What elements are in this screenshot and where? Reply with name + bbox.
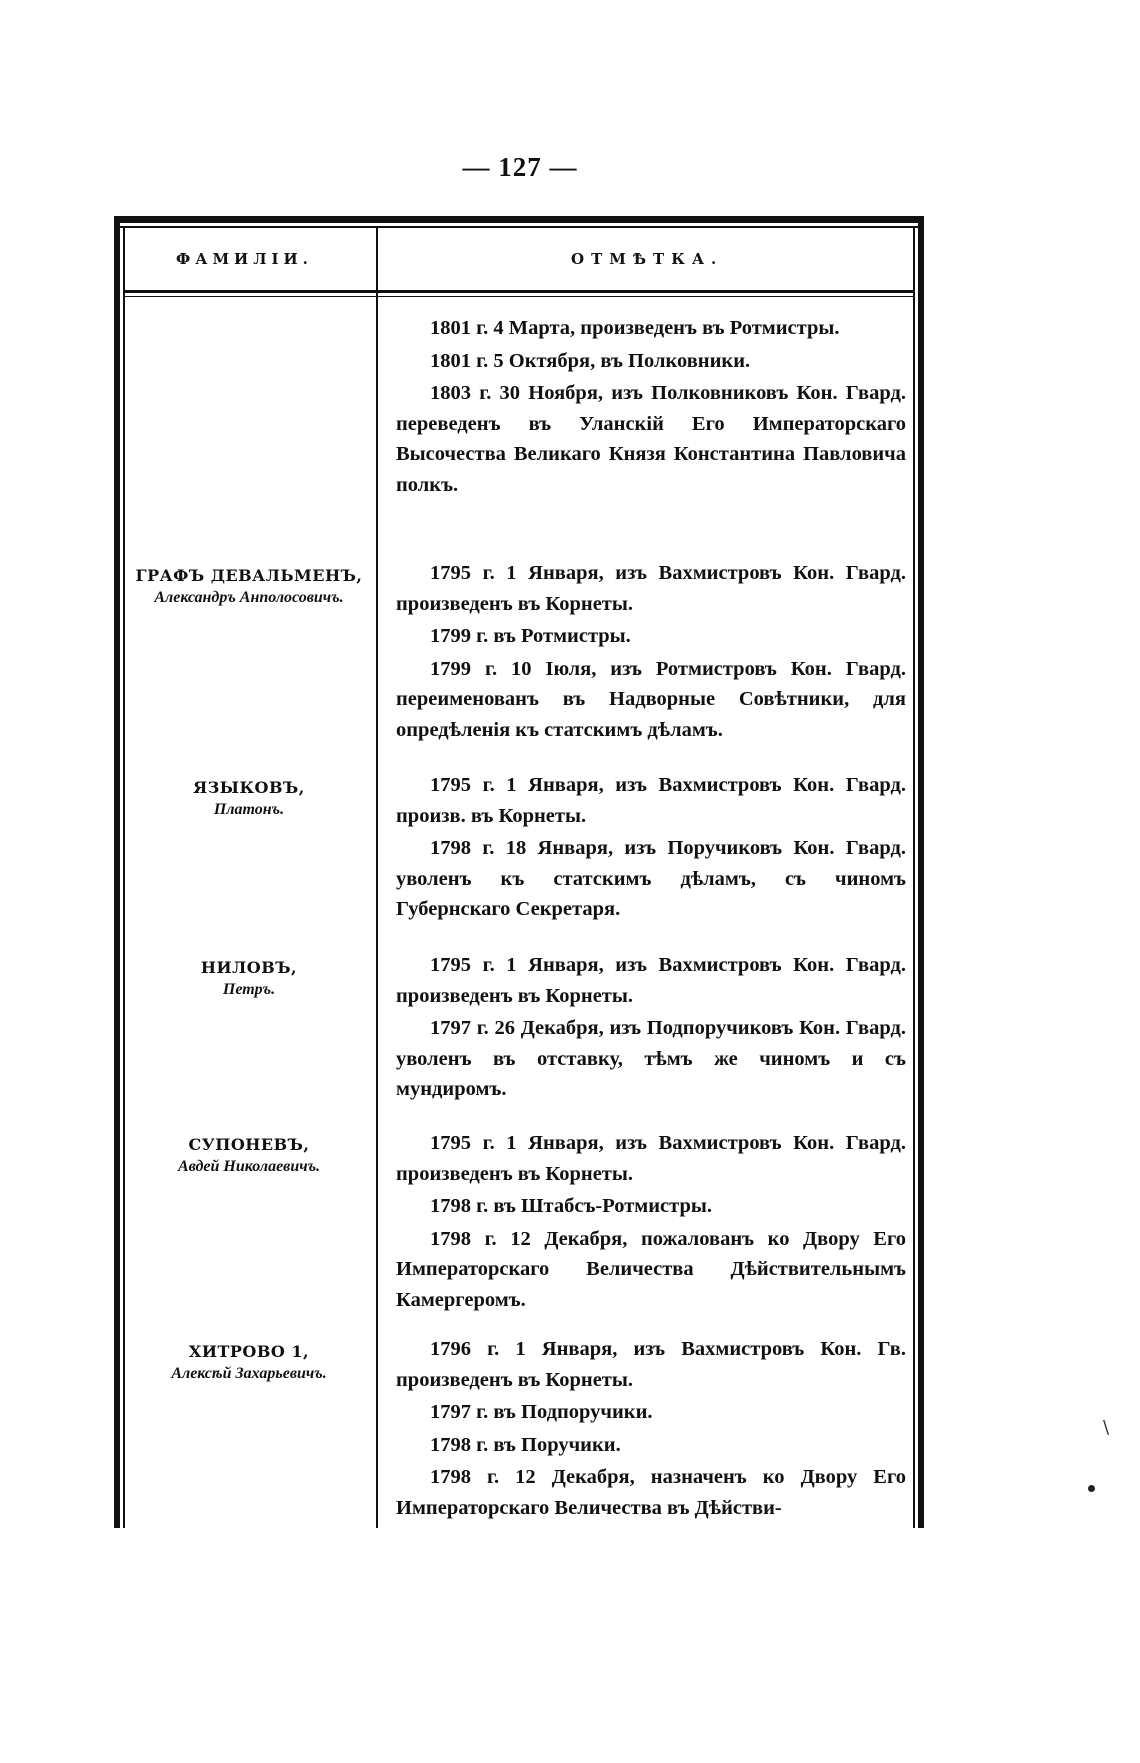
rule-left-inner — [123, 226, 125, 1528]
entry-notes — [396, 1128, 906, 1315]
surname: СУПОНЕВЪ, — [188, 1135, 310, 1154]
note-line: 1798 г. 18 Января, изъ Поручиковъ Кон. Гвард. уволенъ къ статскимъ дѣламъ, съ чиномъ Губернскаго Секретаря. — [396, 837, 906, 920]
surname: НИЛОВЪ, — [200, 958, 298, 977]
entry-name — [114, 958, 384, 999]
note-line: 1798 г. въ Штабсъ-Ротмистры. — [430, 1195, 713, 1217]
page-number: — 127 — — [462, 152, 578, 182]
ink-dot — [1088, 1485, 1095, 1492]
note-line: 1799 г. 10 Іюля, изъ Ротмистровъ Кон. Гвард. переименованъ въ Надворные Совѣтники, для опредѣленія къ статскимъ дѣламъ. — [396, 657, 906, 741]
surname: ЯЗЫКОВЪ, — [193, 778, 305, 797]
note-line: 1799 г. въ Ротмистры. — [430, 625, 631, 647]
note-line: 1798 г. въ Поручики. — [430, 1433, 621, 1456]
rule-top-inner — [114, 226, 924, 228]
entry-notes — [396, 558, 906, 745]
rule-top — [114, 216, 924, 223]
rule-right — [918, 216, 924, 1528]
entry-notes — [396, 950, 906, 1105]
note-line: 1801 г. 5 Октября, въ Полковники. — [430, 349, 751, 372]
entry-name — [114, 566, 384, 607]
surname: ГРАФЪ ДЕВАЛЬМЕНЪ, — [135, 566, 363, 585]
entry-notes — [396, 770, 906, 925]
note-line: 1801 г. 4 Марта, произведенъ въ Ротмистры. — [430, 317, 840, 339]
note-line: 1798 г. 12 Декабря, пожалованъ ко Двору Его Императорскаго Величества Дѣйствительнымъ Камергеромъ. — [396, 1227, 906, 1311]
note-line: 1797 г. 26 Декабря, изъ Подпоручиковъ Кон. Гвард. уволенъ въ отставку, тѣмъ же чиномъ и съ мундиромъ. — [396, 1017, 906, 1100]
note-line: 1803 г. 30 Ноября, изъ Полковниковъ Кон. Гвард. переведенъ въ Уланскій Его Императорскаго Высочества Великаго Князя Константина Павловича полкъ. — [396, 382, 906, 496]
given-name: Петръ. — [222, 981, 276, 998]
header-rule — [123, 290, 915, 293]
rule-left — [114, 216, 120, 1528]
header-rule-inner — [123, 296, 915, 297]
entry-name — [114, 778, 384, 819]
given-name: Алексѣй Захарьевичъ. — [171, 1365, 327, 1382]
given-name: Александръ Анполосовичъ. — [154, 589, 344, 606]
column-header-notes: ОТМѢТКА. — [571, 250, 724, 268]
note-line: 1798 г. 12 Декабря, назначенъ ко Двору Его Императорскаго Величества въ Дѣйстви- — [396, 1466, 906, 1519]
entry-name — [114, 1135, 384, 1176]
column-header-names: ФАМИЛІИ. — [176, 250, 313, 268]
note-line: 1795 г. 1 Января, изъ Вахмистровъ Кон. Гвард. произведенъ въ Корнеты. — [396, 954, 906, 1007]
surname: ХИТРОВО 1, — [188, 1342, 310, 1361]
margin-mark: \ — [1103, 1417, 1110, 1438]
note-line: 1795 г. 1 Января, изъ Вахмистровъ Кон. Гвард. произв. въ Корнеты. — [396, 774, 906, 827]
entry-notes — [396, 313, 906, 500]
column-divider — [376, 226, 378, 1528]
entry-name — [114, 1342, 384, 1383]
given-name: Платонъ. — [213, 801, 285, 818]
entry-notes — [396, 1334, 906, 1523]
rule-right-inner — [913, 226, 915, 1528]
note-line: 1796 г. 1 Января, изъ Вахмистровъ Кон. Гв. произведенъ въ Корнеты. — [396, 1338, 906, 1391]
given-name: Авдей Николаевичъ. — [177, 1158, 321, 1175]
note-line: 1795 г. 1 Января, изъ Вахмистровъ Кон. Гвард. произведенъ въ Корнеты. — [396, 562, 906, 615]
note-line: 1795 г. 1 Января, изъ Вахмистровъ Кон. Гвард. произведенъ въ Корнеты. — [396, 1132, 906, 1185]
note-line: 1797 г. въ Подпоручики. — [430, 1401, 653, 1423]
